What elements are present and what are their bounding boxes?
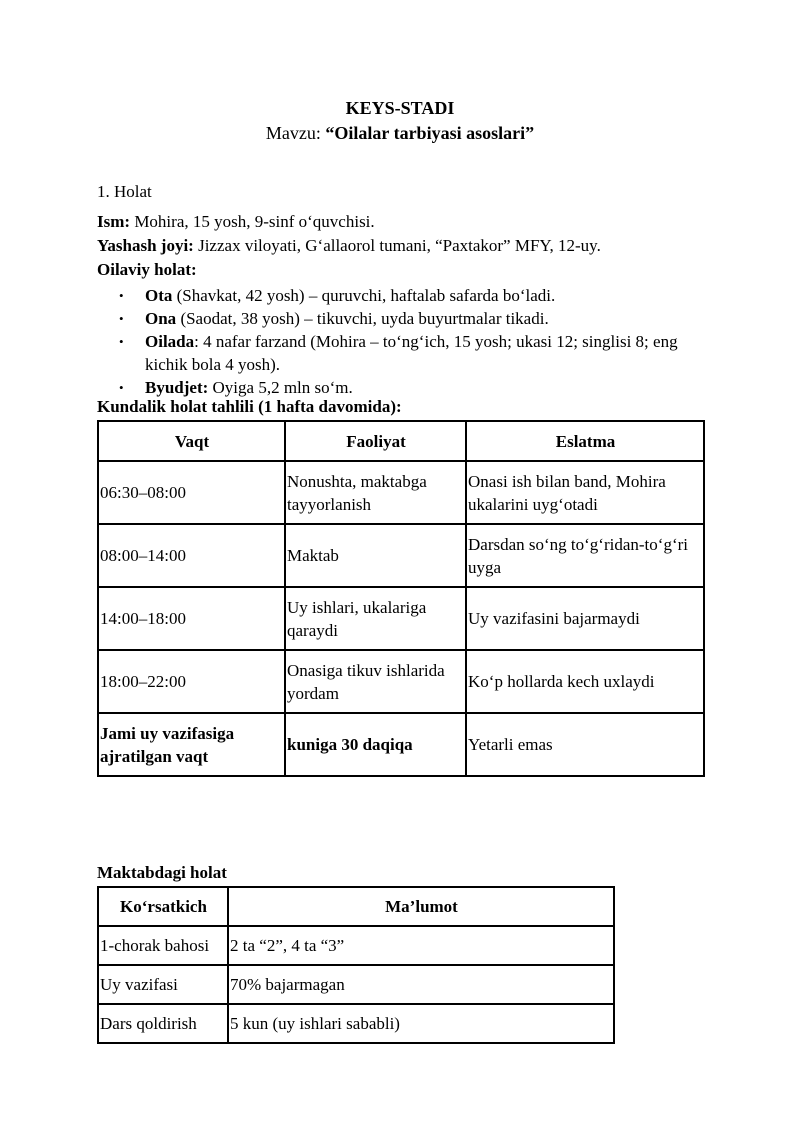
table-row bbox=[98, 524, 704, 587]
table-header-row bbox=[98, 421, 704, 461]
table-cell-activity: Onasiga tikuv ishlarida yordam bbox=[285, 650, 466, 713]
bullet-icon: • bbox=[119, 311, 124, 326]
table-cell-indicator: Dars qoldirish bbox=[98, 1004, 228, 1043]
bullet-icon: • bbox=[119, 334, 124, 349]
document-subtitle bbox=[0, 121, 800, 145]
name-value: Mohira, 15 yosh, 9-sinf o‘quvchisi. bbox=[130, 212, 375, 231]
family-item-mother bbox=[97, 307, 717, 330]
table-row bbox=[98, 650, 704, 713]
table-cell-note: Onasi ish bilan band, Mohira ukalarini uyg‘otadi bbox=[466, 461, 704, 524]
table-row bbox=[98, 461, 704, 524]
document-title: KEYS-STADI bbox=[345, 98, 455, 118]
daily-analysis-label: Kundalik holat tahlili (1 hafta davomida): bbox=[97, 397, 402, 416]
name-line bbox=[97, 210, 375, 233]
family-item-label: Byudjet: bbox=[145, 378, 209, 397]
address-value: Jizzax viloyati, G‘allaorol tumani, “Paxtakor” MFY, 12-uy. bbox=[193, 236, 601, 255]
table-cell-total-label: Jami uy vazifasiga ajratilgan vaqt bbox=[98, 713, 285, 776]
column-header-indicator: Ko‘rsatkich bbox=[98, 887, 228, 926]
family-item-children bbox=[97, 330, 717, 376]
family-item-label: Ota bbox=[145, 286, 173, 305]
family-status-label: Oilaviy holat: bbox=[97, 260, 197, 279]
table-cell-indicator: 1-chorak bahosi bbox=[98, 926, 228, 965]
daily-analysis-heading bbox=[97, 395, 402, 418]
table-cell-note: Darsdan so‘ng to‘g‘ridan-to‘g‘ri uyga bbox=[466, 524, 704, 587]
column-header-activity: Faoliyat bbox=[285, 421, 466, 461]
table-total-row bbox=[98, 713, 704, 776]
table-cell-info: 5 kun (uy ishlari sababli) bbox=[228, 1004, 614, 1043]
table-cell-info: 70% bajarmagan bbox=[228, 965, 614, 1004]
subtitle-prefix: Mavzu: bbox=[265, 123, 326, 143]
family-item-text: (Saodat, 38 yosh) – tikuvchi, uyda buyurtmalar tikadi. bbox=[176, 309, 549, 328]
table-cell-time: 14:00–18:00 bbox=[98, 587, 285, 650]
family-item-text: (Shavkat, 42 yosh) – quruvchi, haftalab safarda bo‘ladi. bbox=[172, 286, 556, 305]
table-row bbox=[98, 1004, 614, 1043]
table-cell-time: 18:00–22:00 bbox=[98, 650, 285, 713]
address-label: Yashash joyi: bbox=[97, 236, 194, 255]
table-cell-note: Uy vazifasini bajarmaydi bbox=[466, 587, 704, 650]
table-cell-time: 06:30–08:00 bbox=[98, 461, 285, 524]
table-cell-total-note: Yetarli emas bbox=[466, 713, 704, 776]
column-header-info: Ma’lumot bbox=[228, 887, 614, 926]
table-cell-activity: Uy ishlari, ukalariga qaraydi bbox=[285, 587, 466, 650]
family-item-text: Oyiga 5,2 mln so‘m. bbox=[208, 378, 353, 397]
subtitle-topic: “Oilalar tarbiyasi asoslari” bbox=[325, 123, 535, 143]
table-cell-time: 08:00–14:00 bbox=[98, 524, 285, 587]
table-cell-indicator: Uy vazifasi bbox=[98, 965, 228, 1004]
table-row bbox=[98, 587, 704, 650]
column-header-time: Vaqt bbox=[98, 421, 285, 461]
family-item-label: Ona bbox=[145, 309, 177, 328]
table-cell-note: Ko‘p hollarda kech uxlaydi bbox=[466, 650, 704, 713]
family-item-father bbox=[97, 284, 717, 307]
family-item-text: : 4 nafar farzand (Mohira – to‘ng‘ich, 15 yosh; ukasi 12; singlisi 8; eng kichik bola 4 yosh). bbox=[145, 332, 678, 374]
table-row bbox=[98, 926, 614, 965]
bullet-icon: • bbox=[119, 380, 124, 395]
table-cell-total-value: kuniga 30 daqiqa bbox=[285, 713, 466, 776]
table-cell-activity: Maktab bbox=[285, 524, 466, 587]
family-status-heading bbox=[97, 258, 197, 281]
school-status-table bbox=[97, 886, 615, 1044]
table-row bbox=[98, 965, 614, 1004]
family-item-label: Oilada bbox=[145, 332, 195, 351]
school-status-heading bbox=[97, 861, 227, 884]
name-label: Ism: bbox=[97, 212, 131, 231]
school-status-label: Maktabdagi holat bbox=[97, 863, 227, 882]
table-header-row bbox=[98, 887, 614, 926]
column-header-note: Eslatma bbox=[466, 421, 704, 461]
daily-schedule-table bbox=[97, 420, 705, 777]
bullet-icon: • bbox=[119, 288, 124, 303]
section-heading-holat: 1. Holat bbox=[97, 182, 152, 201]
address-line bbox=[97, 234, 601, 257]
family-list bbox=[97, 284, 717, 399]
table-cell-info: 2 ta “2”, 4 ta “3” bbox=[228, 926, 614, 965]
table-cell-activity: Nonushta, maktabga tayyorlanish bbox=[285, 461, 466, 524]
